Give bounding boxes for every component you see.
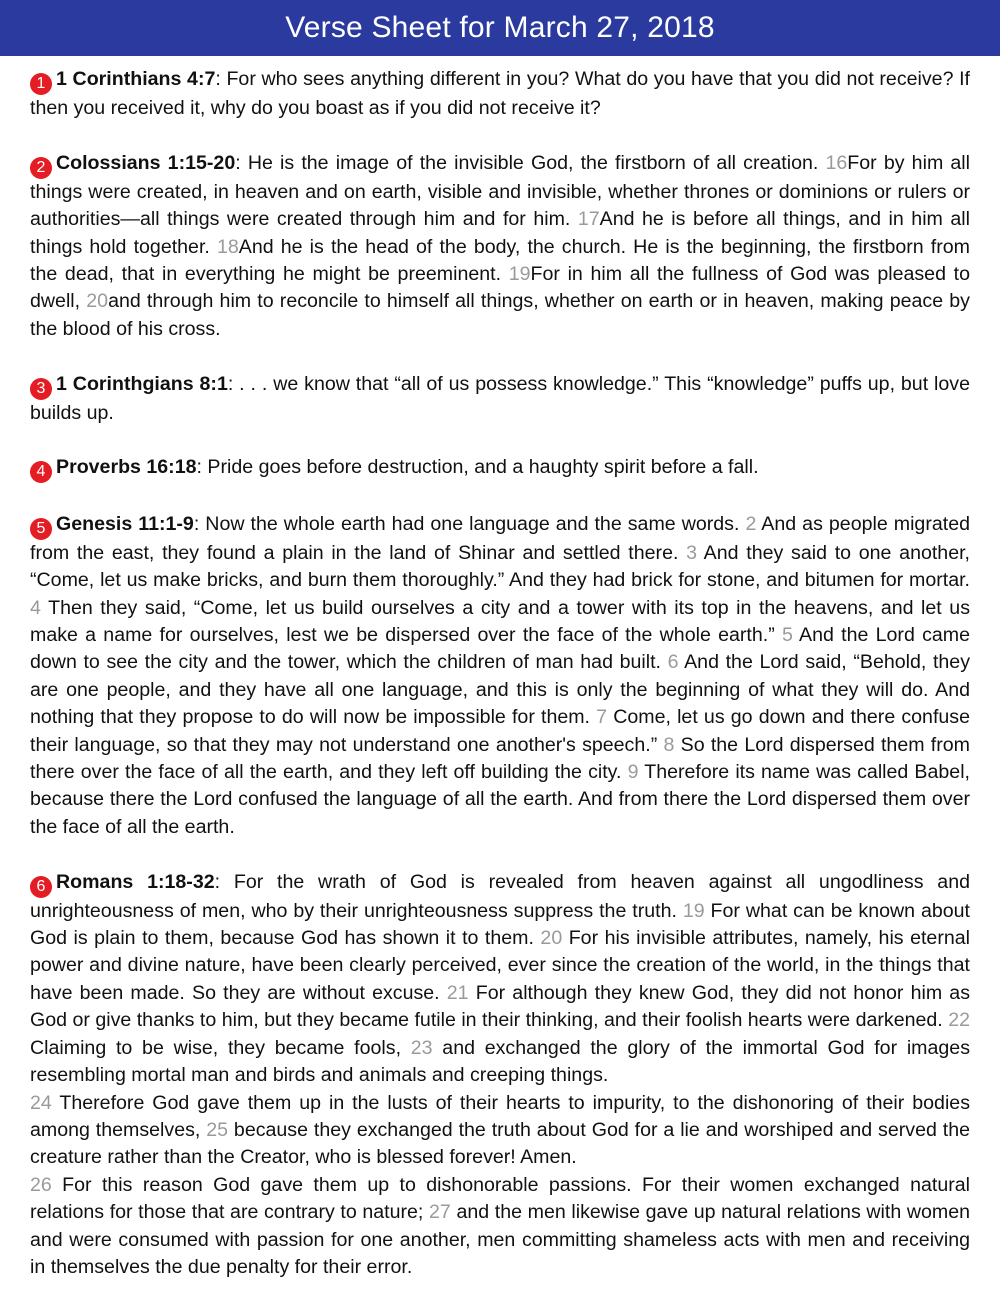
passage-reference: Colossians 1:15-20: [56, 151, 236, 174]
verse-text: For what can be known about God is plain to them, because God has shown it to them.: [30, 899, 971, 950]
verse-number: 18: [216, 235, 239, 258]
verse-text: Come, let us go down and there confuse their language, so that they may not understand one another's speech.”: [30, 706, 970, 756]
passage: [30, 869, 970, 1282]
verse-text: For in him all the fullness of God was pleased to dwell,: [30, 263, 970, 313]
passage-number-badge: 1: [30, 73, 52, 95]
passage: [30, 150, 970, 343]
verse-text: and exchanged the glory of the immortal God for images resembling mortal man and birds and animals and creeping things.: [30, 1036, 970, 1087]
verse-number: 2: [745, 512, 757, 535]
passage: [30, 371, 970, 427]
verse-text: : Pride goes before destruction, and a haughty spirit before a fall.: [196, 456, 759, 479]
verse-text: For this reason God gave them up to dishonorable passions. For their women exchanged natural relations for those that are contrary to nature;: [30, 1173, 970, 1224]
verse-number: 22: [948, 1009, 970, 1032]
passage-reference: Proverbs 16:18: [56, 456, 197, 479]
verse-text: : Now the whole earth had one language and the same words.: [193, 512, 746, 535]
verse-text: and the men likewise gave up natural relations with women and were consumed with passion for one another, men committing shameless acts with men and receiving in themselves the due penalty for their error.: [30, 1201, 971, 1278]
verse-number: 21: [446, 981, 469, 1004]
verse-number: 24: [30, 1091, 52, 1114]
verse-text: So the Lord dispersed them from there over the face of all the earth, and they left off building the city.: [30, 733, 970, 784]
verse-text: : For who sees anything different in you? What do you have that you did not receive? If then you received it, why do you boast as if you did not receive it?: [30, 68, 970, 119]
passage-reference: Romans 1:18-32: [56, 870, 215, 893]
verse-text: : For the wrath of God is revealed from heaven against all ungodliness and unrighteousness of men, who by their unrighteousness suppress the truth.: [30, 870, 970, 922]
verse-number: 20: [86, 290, 109, 313]
page-title: Verse Sheet for March 27, 2018: [285, 11, 715, 44]
verse-text: And the Lord came down to see the city and the tower, which the children of man had built.: [30, 624, 970, 674]
verse-number: 19: [508, 263, 531, 286]
passage-number-badge: 4: [30, 461, 52, 483]
passage: [30, 511, 970, 841]
verse-number: 19: [682, 899, 705, 922]
verse-number: 8: [663, 733, 675, 756]
verse-number: 26: [30, 1173, 52, 1196]
passage: [30, 454, 970, 483]
verse-number: 20: [540, 927, 563, 950]
verse-text: And he is the head of the body, the church. He is the beginning, the firstborn from the dead, that in everything he might be preeminent.: [30, 235, 970, 286]
verse-text: Therefore God gave them up in the lusts of their hearts to impurity, to the dishonoring of their bodies among themselves,: [30, 1091, 970, 1141]
verse-text: And as people migrated from the east, they found a plain in the land of Shinar and settled there.: [30, 512, 970, 564]
verse-number: 3: [686, 541, 698, 564]
verse-text: Therefore its name was called Babel, because there the Lord confused the language of all the earth. And from there the Lord dispersed them over the face of all the earth.: [30, 761, 970, 838]
verse-number: 17: [577, 208, 600, 231]
verse-number: 7: [596, 706, 608, 729]
verse-text: For by him all things were created, in heaven and on earth, visible and invisible, whether thrones or dominions or rulers or authorities—all things were created through him and for him.: [30, 151, 971, 231]
verse-list: [0, 56, 1000, 1281]
passage: [30, 66, 970, 122]
passage-number-badge: 2: [30, 157, 52, 179]
verse-text: Claiming to be wise, they became fools,: [30, 1036, 411, 1059]
verse-text: And they said to one another, “Come, let us make bricks, and burn them thoroughly.” And they had brick for stone, and bitumen for mortar.: [30, 541, 970, 592]
verse-text: And the Lord said, “Behold, they are one people, and they have all one language, and this is only the beginning of what they will do. And nothing that they propose to do will now be impossible for them.: [30, 651, 970, 729]
passage-number-badge: 6: [30, 876, 52, 898]
passage-number-badge: 3: [30, 378, 52, 400]
verse-text: : . . . we know that “all of us possess knowledge.” This “knowledge” puffs up, but love builds up.: [30, 372, 970, 424]
verse-text: Then they said, “Come, let us build ourselves a city and a tower with its top in the heavens, and let us make a name for ourselves, lest we be dispersed over the face of the whole earth.”: [30, 596, 970, 647]
verse-number: 4: [30, 596, 41, 619]
header-bar: [0, 0, 1000, 56]
verse-text: For his invisible attributes, namely, his eternal power and divine nature, have been clearly perceived, ever since the creation of the world, in the things that have been made. So they are without excuse.: [30, 927, 970, 1004]
verse-number: 25: [206, 1118, 229, 1141]
verse-text: and through him to reconcile to himself all things, whether on earth or in heaven, making peace by the blood of his cross.: [30, 290, 970, 340]
passage-reference: 1 Corinthgians 8:1: [56, 372, 228, 395]
passage-number-badge: 5: [30, 518, 52, 540]
verse-number: 27: [429, 1201, 451, 1224]
passage-reference: Genesis 11:1-9: [56, 512, 194, 535]
verse-number: 9: [627, 761, 639, 784]
verse-number: 23: [410, 1036, 433, 1059]
verse-text: For although they knew God, they did not honor him as God or give thanks to him, but they became futile in their thinking, and their foolish hearts were darkened.: [30, 981, 970, 1032]
verse-text: : He is the image of the invisible God, the firstborn of all creation.: [235, 151, 826, 174]
verse-text: And he is before all things, and in him all things hold together.: [30, 208, 970, 258]
verse-number: 6: [667, 651, 679, 674]
verse-text: because they exchanged the truth about God for a lie and worshiped and served the creature rather than the Creator, who is blessed forever! Amen.: [30, 1118, 970, 1169]
passage-reference: 1 Corinthians 4:7: [56, 68, 216, 90]
verse-number: 5: [781, 624, 793, 647]
verse-number: 16: [825, 151, 848, 174]
